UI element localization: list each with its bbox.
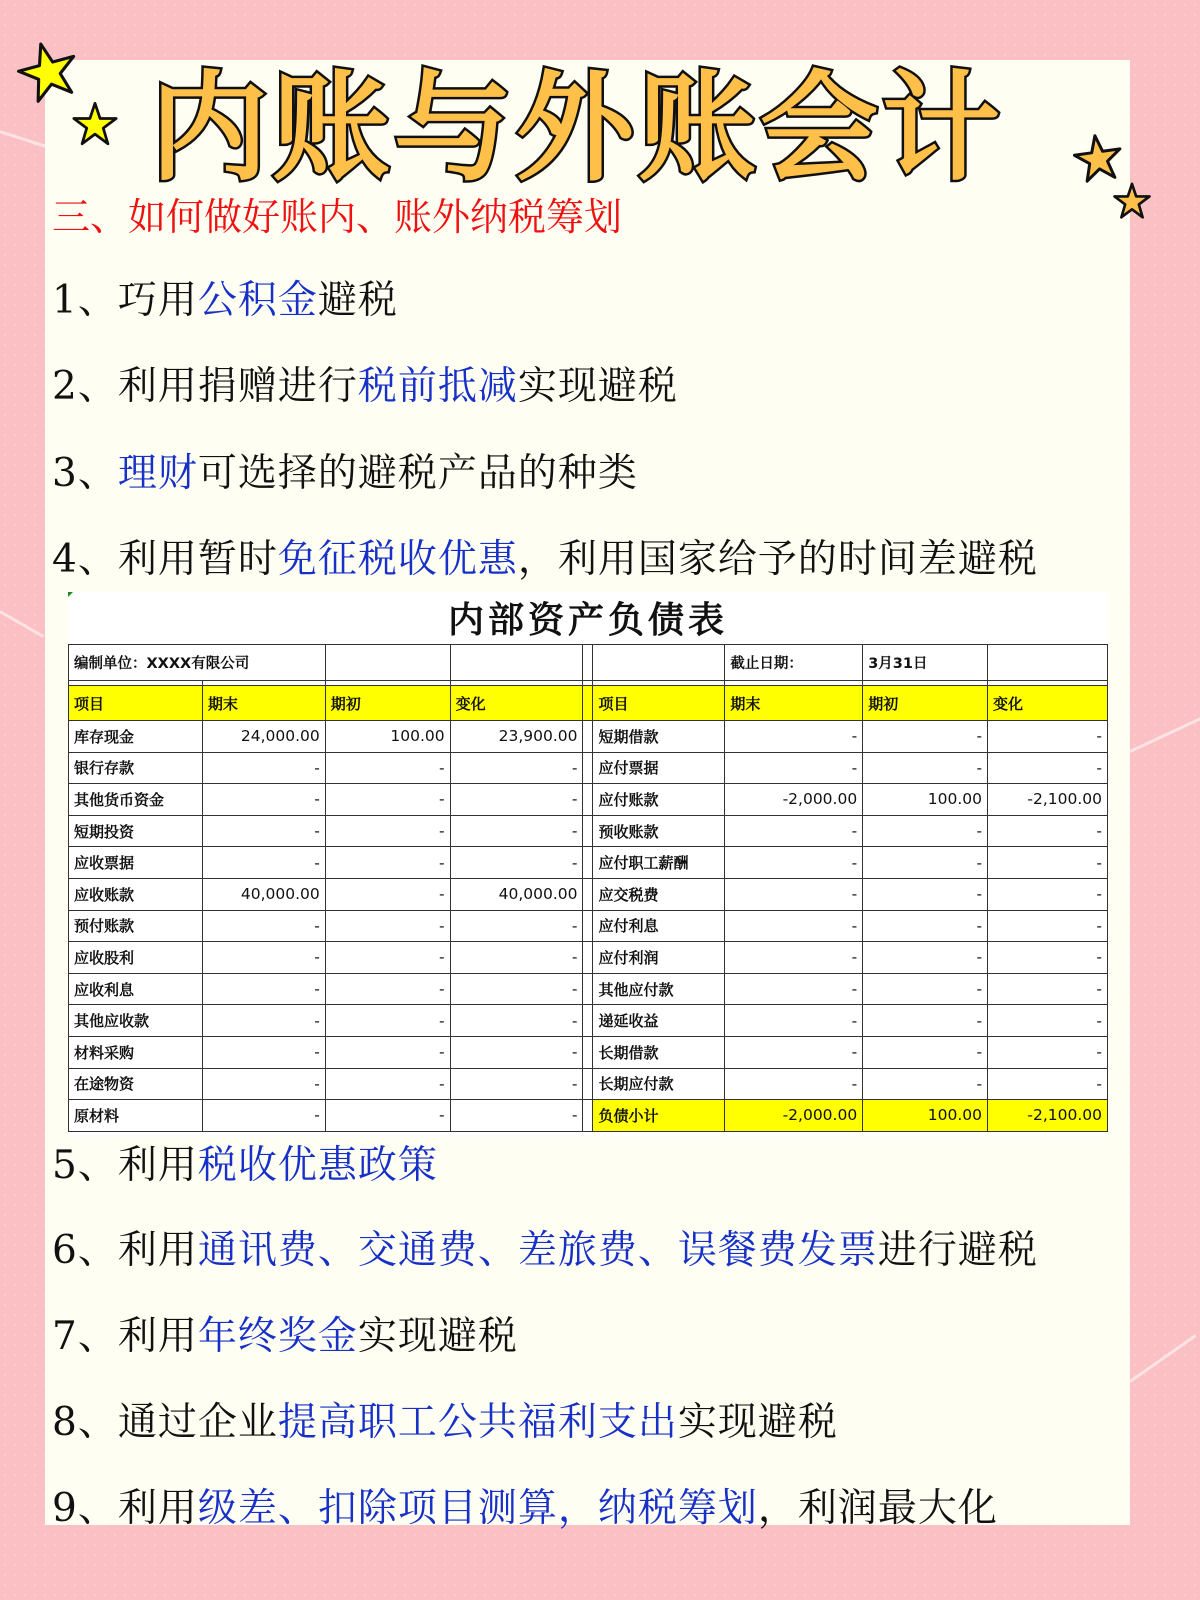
- liability-item-label: 其他应付款: [593, 973, 725, 1005]
- liability-change-value: -: [988, 1005, 1108, 1037]
- column-gap: [583, 784, 593, 816]
- liability-end-value: -: [725, 1005, 863, 1037]
- asset-end-value: -: [202, 1005, 325, 1037]
- asset-end-value: 40,000.00: [202, 878, 325, 910]
- asset-begin-value: -: [325, 815, 450, 847]
- liability-end-value: -: [725, 847, 863, 879]
- tip-text: ，利润最大化: [757, 1486, 998, 1531]
- tip-text: 实现避税: [677, 1400, 838, 1445]
- liability-end-value: -: [725, 1068, 863, 1100]
- star-icon: [17, 38, 79, 104]
- asset-item-label: 其他应收款: [69, 1005, 203, 1037]
- asset-begin-value: -: [325, 910, 450, 942]
- column-gap: [583, 1036, 593, 1068]
- tip-number: 7、: [52, 1314, 118, 1359]
- column-gap: [583, 1005, 593, 1037]
- liability-begin-value: -: [863, 910, 988, 942]
- liability-end-value: -2,000.00: [725, 784, 863, 816]
- asset-item-label: 预付账款: [69, 910, 203, 942]
- tip-text: 利用暂时: [117, 537, 278, 582]
- liability-item-label: 负债小计: [593, 1100, 725, 1132]
- tip-text: ，利用国家给予的时间差避税: [517, 537, 1038, 582]
- column-gap: [583, 878, 593, 910]
- liability-begin-value: 100.00: [863, 784, 988, 816]
- date-label: 截止日期：: [725, 645, 863, 681]
- tip-highlight-text: 通讯费、交通费、差旅费、误餐费发票: [197, 1228, 878, 1273]
- tip-number: 9、: [52, 1486, 118, 1531]
- asset-item-label: 库存现金: [69, 721, 203, 753]
- liability-end-value: -: [725, 721, 863, 753]
- asset-change-value: -: [450, 973, 583, 1005]
- liability-end-value: -: [725, 815, 863, 847]
- tip-item: [52, 1227, 1038, 1275]
- liability-change-value: -: [988, 815, 1108, 847]
- asset-end-value: -: [202, 910, 325, 942]
- liability-item-label: 短期借款: [593, 721, 725, 753]
- asset-end-value: -: [202, 1100, 325, 1132]
- table-row: [69, 910, 1108, 942]
- liability-change-value: -: [988, 752, 1108, 784]
- table-row: [69, 847, 1108, 879]
- liability-item-label: 应交税费: [593, 878, 725, 910]
- asset-item-label: 应收利息: [69, 973, 203, 1005]
- asset-change-value: -: [450, 784, 583, 816]
- decorative-line: [0, 610, 44, 638]
- tip-item: [52, 1142, 438, 1190]
- asset-item-label: 其他货币资金: [69, 784, 203, 816]
- liability-change-value: -: [988, 1068, 1108, 1100]
- tip-number: 6、: [52, 1228, 118, 1273]
- table-row: [69, 1068, 1108, 1100]
- tip-text: 利用捐赠进行: [117, 364, 358, 409]
- tip-text: 利用: [117, 1486, 198, 1531]
- liability-end-value: -: [725, 973, 863, 1005]
- tip-item: [52, 363, 678, 411]
- asset-end-value: -: [202, 973, 325, 1005]
- column-gap: [583, 721, 593, 753]
- liability-item-label: 预收账款: [593, 815, 725, 847]
- balance-sheet-title: 内部资产负债表: [447, 600, 728, 641]
- balance-sheet: [68, 592, 1108, 1137]
- column-header: 期末: [725, 686, 863, 721]
- liability-end-value: -: [725, 1036, 863, 1068]
- asset-begin-value: -: [325, 1100, 450, 1132]
- column-gap: [583, 752, 593, 784]
- asset-begin-value: -: [325, 1068, 450, 1100]
- liability-begin-value: -: [863, 752, 988, 784]
- tip-number: 1、: [52, 278, 118, 323]
- date-value: 3月31日: [863, 645, 988, 681]
- tip-item: [52, 277, 398, 325]
- tip-number: 4、: [52, 537, 118, 582]
- liability-end-value: -: [725, 942, 863, 974]
- tip-item: [52, 450, 638, 498]
- asset-begin-value: -: [325, 942, 450, 974]
- tip-highlight-text: 年终奖金: [197, 1314, 358, 1359]
- tip-text: 利用: [117, 1314, 198, 1359]
- liability-change-value: -: [988, 847, 1108, 879]
- section-heading: 三、如何做好账内、账外纳税筹划: [52, 195, 623, 239]
- asset-change-value: -: [450, 847, 583, 879]
- liability-begin-value: -: [863, 721, 988, 753]
- column-header: 项目: [593, 686, 725, 721]
- table-row: [69, 1100, 1108, 1132]
- liability-item-label: 递延收益: [593, 1005, 725, 1037]
- page-title: 内账与外账会计: [150, 59, 1005, 197]
- liability-end-value: -: [725, 910, 863, 942]
- asset-begin-value: 100.00: [325, 721, 450, 753]
- asset-change-value: -: [450, 1005, 583, 1037]
- star-icon: [72, 100, 118, 148]
- liability-begin-value: -: [863, 942, 988, 974]
- asset-item-label: 应收账款: [69, 878, 203, 910]
- liability-item-label: 应付职工薪酬: [593, 847, 725, 879]
- column-header: 期初: [325, 686, 450, 721]
- column-header: 期初: [863, 686, 988, 721]
- star-icon: [1073, 132, 1123, 184]
- asset-item-label: 应收票据: [69, 847, 203, 879]
- tip-text: 实现避税: [357, 1314, 518, 1359]
- liability-item-label: 应付利润: [593, 942, 725, 974]
- tip-number: 5、: [52, 1143, 118, 1188]
- liability-begin-value: -: [863, 1036, 988, 1068]
- tip-item: [52, 1485, 998, 1533]
- liability-begin-value: -: [863, 847, 988, 879]
- table-row: [69, 878, 1108, 910]
- column-gap: [583, 973, 593, 1005]
- liability-change-value: -2,100.00: [988, 1100, 1108, 1132]
- tip-text: 巧用: [117, 278, 198, 323]
- tip-highlight-text: 公积金: [197, 278, 318, 323]
- asset-item-label: 银行存款: [69, 752, 203, 784]
- asset-begin-value: -: [325, 784, 450, 816]
- tip-item: [52, 536, 1038, 584]
- tip-highlight-text: 税收优惠政策: [197, 1143, 438, 1188]
- column-gap: [583, 847, 593, 879]
- asset-item-label: 原材料: [69, 1100, 203, 1132]
- table-row: [69, 1005, 1108, 1037]
- column-gap: [583, 815, 593, 847]
- liability-change-value: -: [988, 1036, 1108, 1068]
- column-gap: [583, 910, 593, 942]
- asset-end-value: -: [202, 847, 325, 879]
- liability-begin-value: 100.00: [863, 1100, 988, 1132]
- liability-end-value: -: [725, 752, 863, 784]
- asset-begin-value: -: [325, 1005, 450, 1037]
- balance-sheet-table: [68, 644, 1108, 1132]
- asset-item-label: 应收股利: [69, 942, 203, 974]
- tip-text: 避税: [317, 278, 398, 323]
- tip-item: [52, 1313, 518, 1361]
- tip-text: 通过企业: [117, 1400, 278, 1445]
- asset-item-label: 在途物资: [69, 1068, 203, 1100]
- liability-end-value: -: [725, 878, 863, 910]
- table-row: [69, 973, 1108, 1005]
- liability-item-label: 应付票据: [593, 752, 725, 784]
- asset-end-value: -: [202, 942, 325, 974]
- tip-text: 利用: [117, 1228, 198, 1273]
- asset-end-value: -: [202, 752, 325, 784]
- column-header: 期末: [202, 686, 325, 721]
- liability-begin-value: -: [863, 1005, 988, 1037]
- table-row: [69, 1036, 1108, 1068]
- column-gap: [583, 1068, 593, 1100]
- company-label: 编制单位：XXXX有限公司: [69, 645, 326, 681]
- asset-end-value: -: [202, 1036, 325, 1068]
- asset-end-value: -: [202, 815, 325, 847]
- table-row: [69, 815, 1108, 847]
- tip-number: 3、: [52, 451, 118, 496]
- asset-item-label: 材料采购: [69, 1036, 203, 1068]
- liability-change-value: -: [988, 878, 1108, 910]
- asset-end-value: -: [202, 1068, 325, 1100]
- asset-change-value: -: [450, 942, 583, 974]
- liability-change-value: -: [988, 721, 1108, 753]
- tip-highlight-text: 提高职工公共福利支出: [277, 1400, 678, 1445]
- tip-highlight-text: 理财: [117, 451, 198, 496]
- liability-change-value: -2,100.00: [988, 784, 1108, 816]
- table-header-row: [69, 686, 1108, 721]
- asset-end-value: -: [202, 784, 325, 816]
- asset-change-value: 40,000.00: [450, 878, 583, 910]
- asset-begin-value: -: [325, 1036, 450, 1068]
- column-header: 项目: [69, 686, 203, 721]
- liability-item-label: 应付利息: [593, 910, 725, 942]
- asset-item-label: 短期投资: [69, 815, 203, 847]
- table-row: [69, 784, 1108, 816]
- liability-begin-value: -: [863, 1068, 988, 1100]
- star-icon: [1113, 182, 1151, 220]
- table-row: [69, 942, 1108, 974]
- tip-item: [52, 1399, 838, 1447]
- tip-text: 实现避税: [517, 364, 678, 409]
- tip-number: 8、: [52, 1400, 118, 1445]
- table-row: [69, 721, 1108, 753]
- column-header: 变化: [450, 686, 583, 721]
- table-row: [69, 752, 1108, 784]
- liability-change-value: -: [988, 910, 1108, 942]
- column-header: 变化: [988, 686, 1108, 721]
- liability-begin-value: -: [863, 973, 988, 1005]
- decorative-line: [1129, 1334, 1196, 1382]
- tip-number: 2、: [52, 364, 118, 409]
- tip-highlight-text: 免征税收优惠: [277, 537, 518, 582]
- tip-text: 进行避税: [877, 1228, 1038, 1273]
- asset-begin-value: -: [325, 752, 450, 784]
- liability-item-label: 长期借款: [593, 1036, 725, 1068]
- decorative-line: [1129, 716, 1200, 753]
- asset-change-value: -: [450, 910, 583, 942]
- asset-begin-value: -: [325, 878, 450, 910]
- liability-change-value: -: [988, 942, 1108, 974]
- asset-change-value: -: [450, 1068, 583, 1100]
- sheet-meta-row: [69, 645, 1108, 681]
- asset-change-value: 23,900.00: [450, 721, 583, 753]
- asset-change-value: -: [450, 1100, 583, 1132]
- tip-text: 利用: [117, 1143, 198, 1188]
- asset-end-value: 24,000.00: [202, 721, 325, 753]
- asset-begin-value: -: [325, 973, 450, 1005]
- asset-begin-value: -: [325, 847, 450, 879]
- asset-change-value: -: [450, 815, 583, 847]
- asset-change-value: -: [450, 752, 583, 784]
- liability-item-label: 长期应付款: [593, 1068, 725, 1100]
- tip-highlight-text: 级差、扣除项目测算，纳税筹划: [197, 1486, 758, 1531]
- liability-change-value: -: [988, 973, 1108, 1005]
- liability-item-label: 应付账款: [593, 784, 725, 816]
- liability-end-value: -2,000.00: [725, 1100, 863, 1132]
- tip-text: 可选择的避税产品的种类: [197, 451, 638, 496]
- liability-begin-value: -: [863, 815, 988, 847]
- liability-begin-value: -: [863, 878, 988, 910]
- asset-change-value: -: [450, 1036, 583, 1068]
- column-gap: [583, 1100, 593, 1132]
- tip-highlight-text: 税前抵减: [357, 364, 518, 409]
- column-gap: [583, 942, 593, 974]
